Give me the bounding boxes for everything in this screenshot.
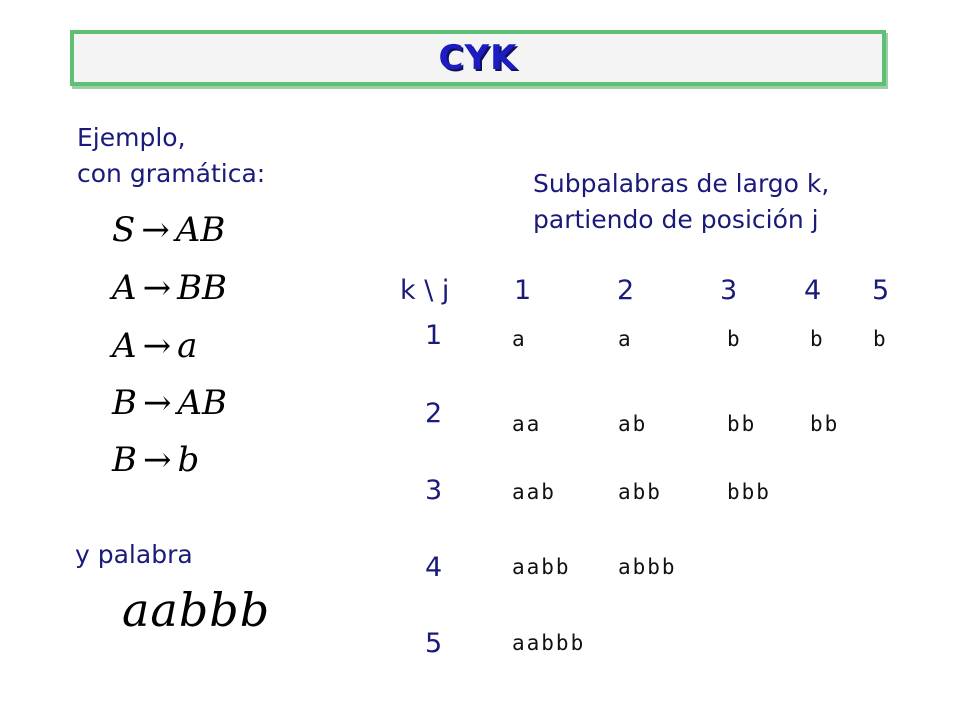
table-cell: ab [618,412,648,436]
row-label: 3 [425,475,443,506]
subtitle-text [533,166,829,238]
intro-line-2: con gramática: [77,159,266,188]
row-label: 2 [425,398,443,429]
row-label: 1 [425,320,443,351]
table-cell: bbb [727,480,771,504]
rule-lhs: S [112,210,136,250]
table-cell: abbb [618,555,677,579]
grammar-rule [112,268,227,308]
subtitle-line-1: Subpalabras de largo k, [533,169,830,198]
row-label: 5 [425,628,443,659]
rule-lhs: B [112,440,137,480]
grammar-rule [112,440,199,480]
arrow-icon: → [141,210,170,250]
arrow-icon: → [143,383,172,423]
grammar-rule [112,383,227,423]
input-word: aabbb [122,583,271,637]
rule-rhs: AB [175,210,226,250]
arrow-icon: → [143,440,172,480]
column-header: 3 [720,275,738,306]
intro-line-1: Ejemplo, [77,123,186,152]
title-banner [70,30,886,86]
column-header: 2 [617,275,635,306]
table-cell: a [512,327,527,351]
intro-text [77,120,265,192]
slide-title: CYK [438,38,518,78]
column-header: 5 [872,275,890,306]
arrow-icon: → [142,268,172,308]
table-cell: bb [727,412,757,436]
column-header: 4 [804,275,822,306]
rule-lhs: B [112,383,137,423]
table-cell: b [727,327,742,351]
rule-rhs: b [177,440,200,480]
rule-rhs: a [177,326,198,366]
rule-rhs: AB [177,383,228,423]
table-cell: aabbb [512,631,586,655]
table-cell: bb [810,412,840,436]
grammar-rule [112,210,225,250]
rule-lhs: A [112,268,137,308]
table-corner-label: k \ j [400,275,450,306]
table-cell: abb [618,480,662,504]
table-cell: aabb [512,555,571,579]
table-cell: aab [512,480,556,504]
table-cell: b [873,327,888,351]
row-label: 4 [425,552,443,583]
subtitle-line-2: partiendo de posición j [533,205,819,234]
column-header: 1 [514,275,532,306]
rule-rhs: BB [177,268,228,308]
grammar-rule [112,326,197,366]
table-cell: a [618,327,633,351]
rule-lhs: A [112,326,137,366]
table-cell: b [810,327,825,351]
arrow-icon: → [142,326,172,366]
table-cell: aa [512,412,542,436]
word-label: y palabra [75,540,193,569]
